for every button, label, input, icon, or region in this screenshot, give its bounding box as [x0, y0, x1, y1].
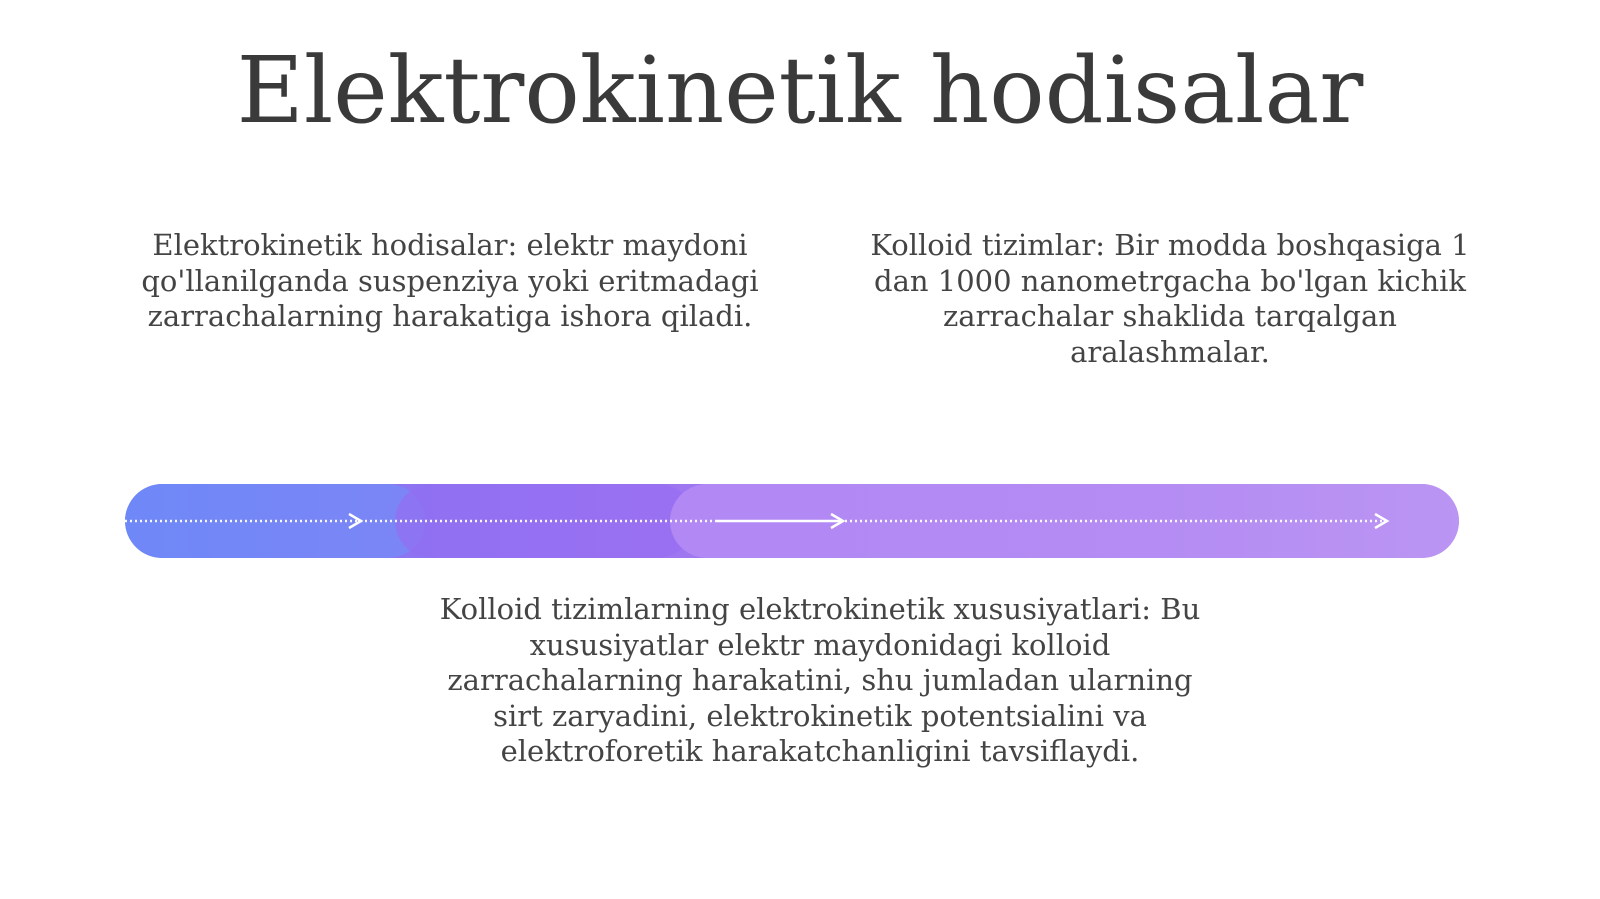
page-title: Elektrokinetik hodisalar: [236, 37, 1364, 144]
description-electrokinetic-properties: Kolloid tizimlarning elektrokinetik xususiyatlari: Bu xususiyatlar elektr maydonidagi kolloid zarrachalarning harakatini, shu jumladan ularning sirt zaryadini, elektrokinetik potentsialini va elektroforetik harakatchanligini tavsiflaydi.: [439, 592, 1201, 768]
definition-electrokinetic-phenomena: Elektrokinetik hodisalar: elektr maydoni qo'llanilganda suspenziya yoki eritmadagi zarrachalarning harakatiga ishora qiladi.: [141, 228, 759, 333]
process-flow-bar: [125, 484, 1459, 558]
definition-colloid-systems: Kolloid tizimlar: Bir modda boshqasiga 1 dan 1000 nanometrgacha bo'lgan kichik zarrachalar shaklida tarqalgan aralashmalar.: [870, 228, 1470, 369]
flow-arrows: [125, 484, 1459, 558]
